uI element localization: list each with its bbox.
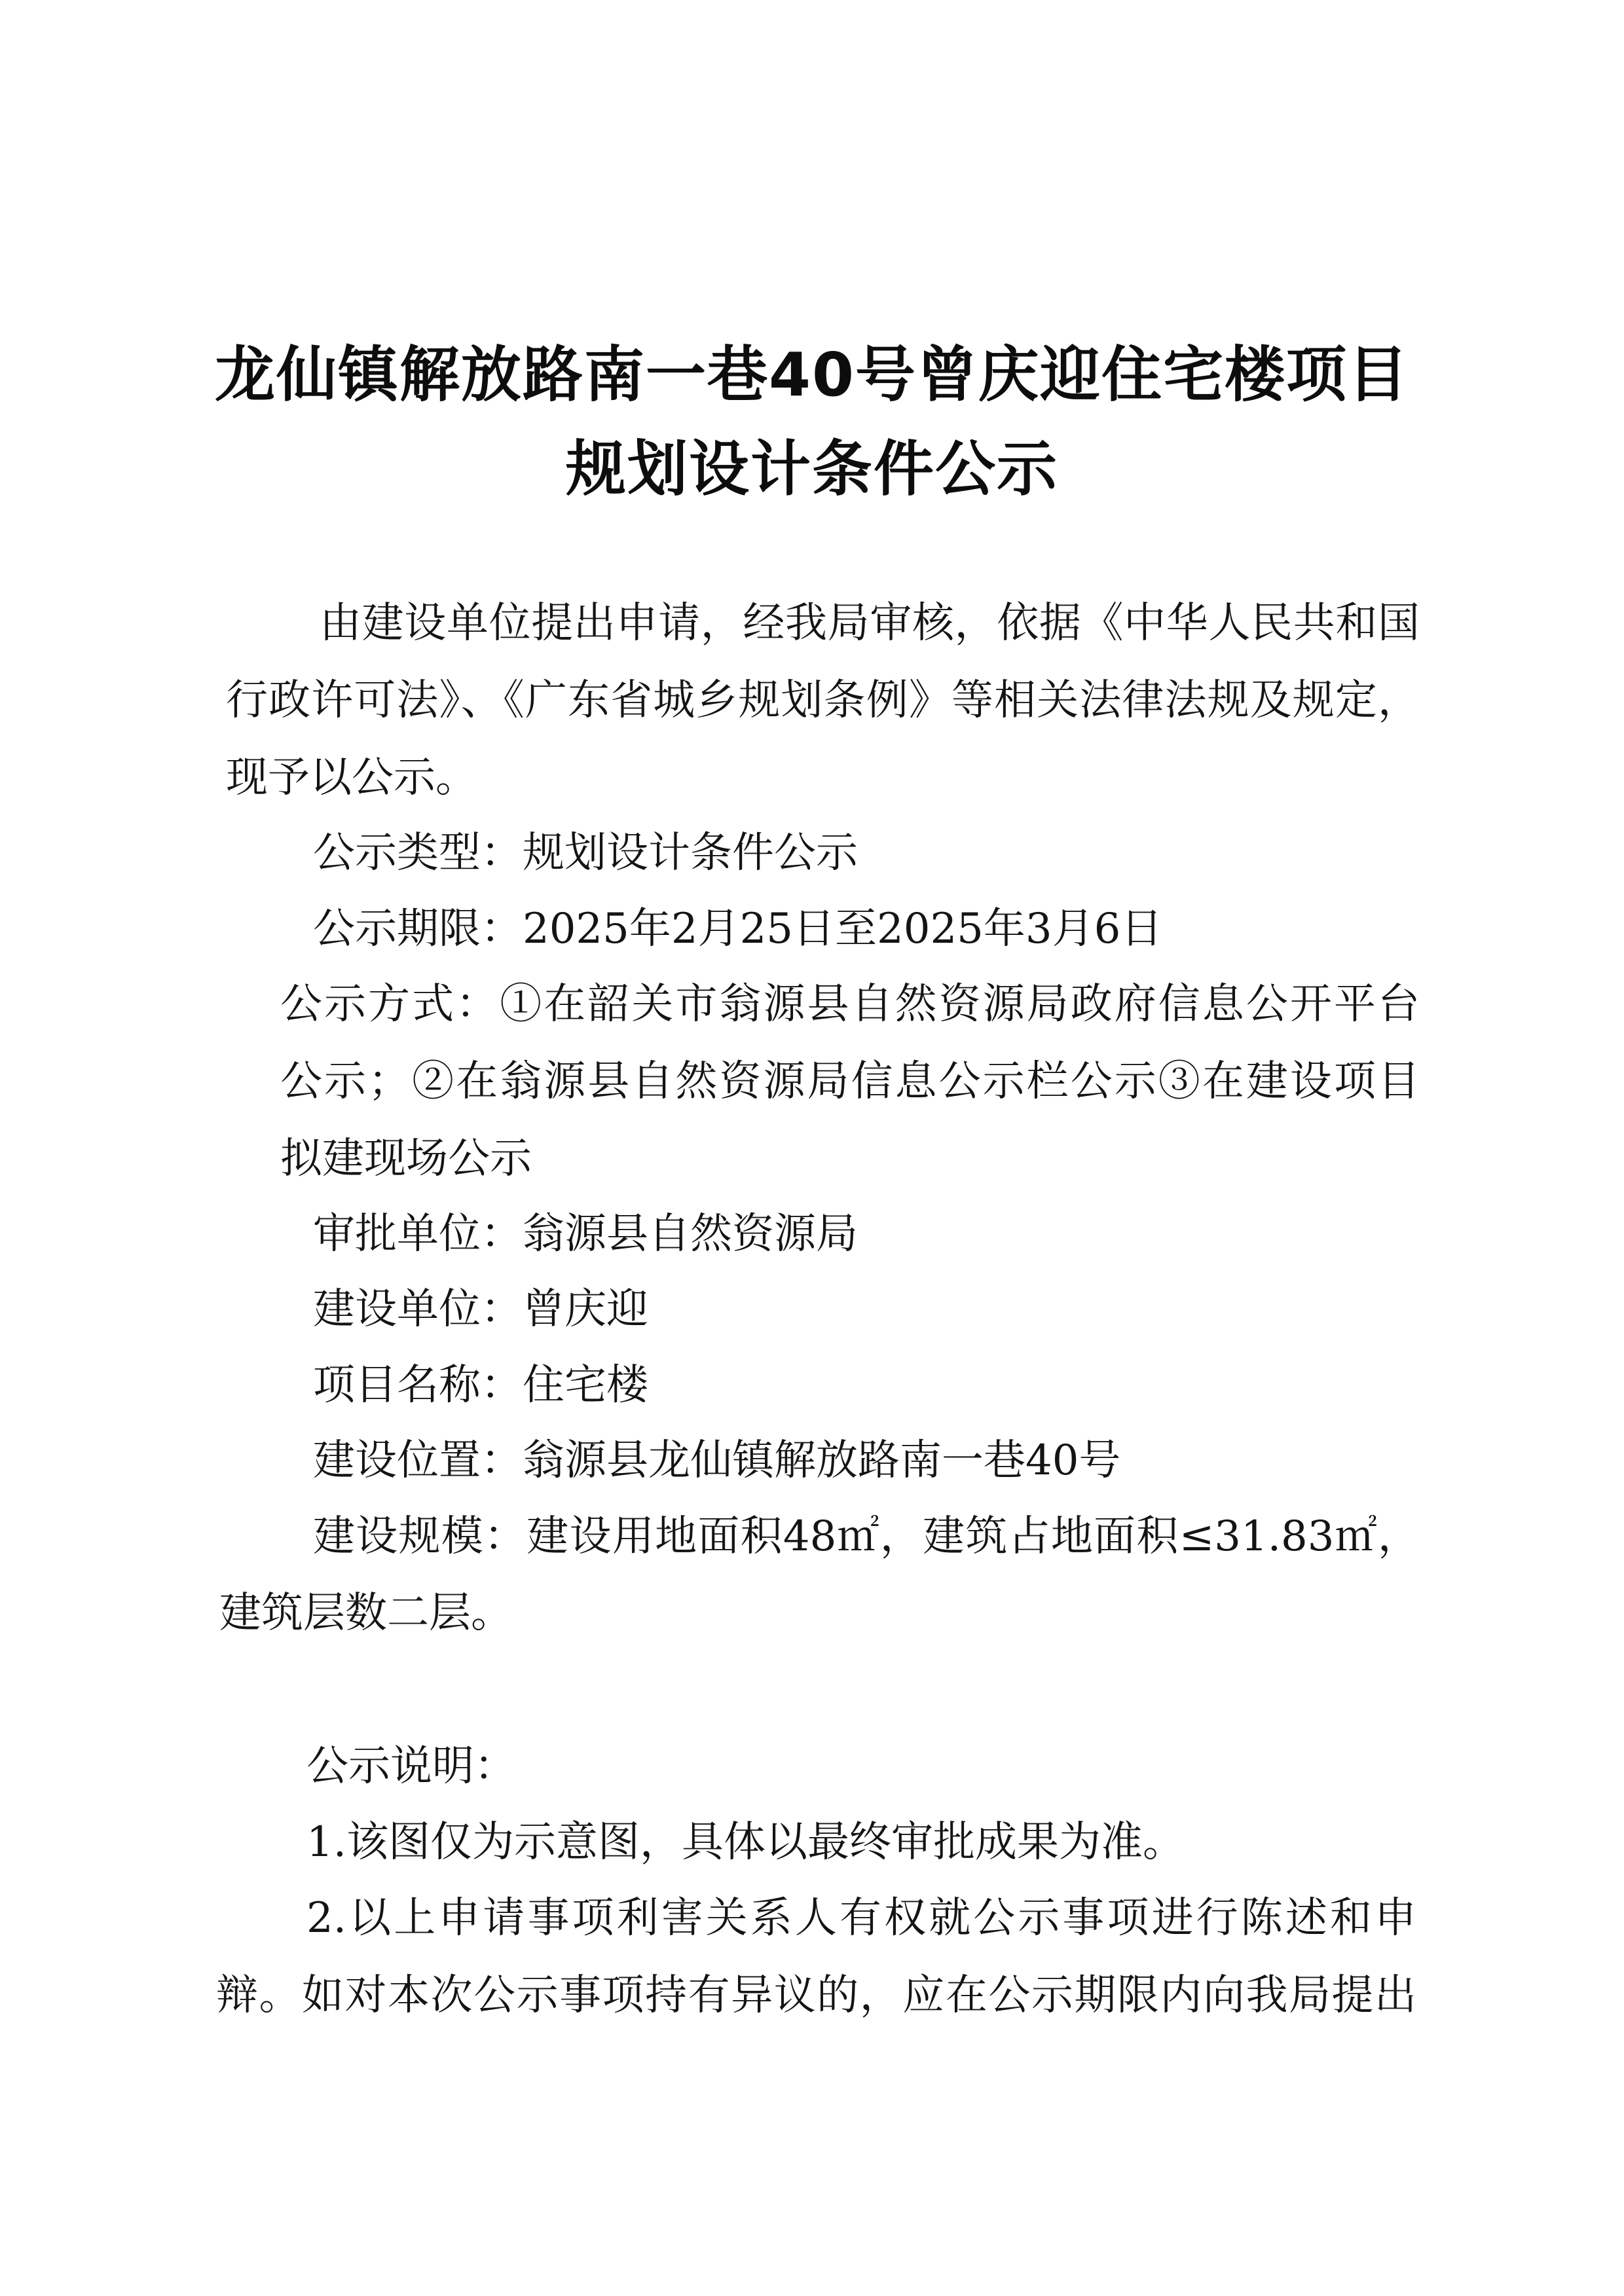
notice-type: 公示类型：规划设计条件公示: [313, 829, 858, 877]
intro-paragraph-line-3: 现予以公示。: [226, 754, 477, 802]
document-title-line-1: 龙仙镇解放路南一巷40号曾庆迎住宅楼项目: [214, 340, 1410, 410]
notice-method-line-3: 拟建现场公示: [280, 1135, 532, 1183]
intro-paragraph-line-2: 行政许可法》、《广东省城乡规划条例》等相关法律法规及规定，: [226, 676, 1420, 725]
notice-method-line-2: 公示；②在翁源县自然资源局信息公示栏公示③在建设项目: [280, 1057, 1420, 1106]
explanation-heading: 公示说明：: [306, 1742, 516, 1791]
construction-unit: 建设单位：曾庆迎: [313, 1285, 648, 1334]
explanation-item-2-line-2: 辩。如对本次公示事项持有异议的，应在公示期限内向我局提出: [216, 1971, 1416, 2020]
explanation-item-2-line-1: 2.以上申请事项利害关系人有权就公示事项进行陈述和申: [306, 1894, 1416, 1942]
construction-scale-line-2: 建筑层数二层。: [219, 1589, 513, 1637]
notice-period: 公示期限：2025年2月25日至2025年3月6日: [313, 905, 1163, 953]
notice-method-line-1: 公示方式：①在韶关市翁源县自然资源局政府信息公开平台: [280, 980, 1420, 1029]
construction-location: 建设位置：翁源县龙仙镇解放路南一巷40号: [313, 1436, 1121, 1485]
approval-unit: 审批单位：翁源县自然资源局: [313, 1210, 858, 1258]
construction-scale-line-1: 建设规模：建设用地面积48㎡，建筑占地面积≤31.83㎡，: [313, 1512, 1420, 1561]
document-title-line-2: 规划设计条件公示: [565, 434, 1058, 504]
intro-paragraph-line-1: 由建设单位提出申请，经我局审核，依据《中华人民共和国: [320, 599, 1420, 647]
project-name: 项目名称：住宅楼: [313, 1361, 648, 1410]
explanation-item-1: 1.该图仅为示意图，具体以最终审批成果为准。: [306, 1818, 1185, 1867]
